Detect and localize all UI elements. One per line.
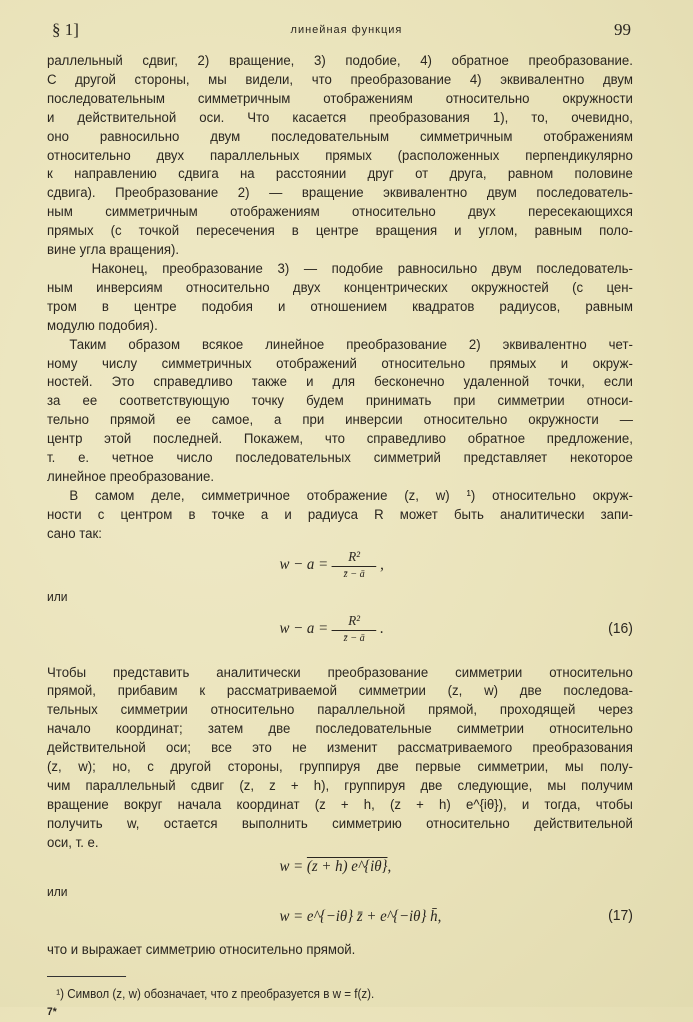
text-line: оно равносильно двум последовательным симметричным отображениям <box>47 128 633 145</box>
formula-rhs: (z + h) e^{iθ} <box>306 858 388 876</box>
text-line: линейное преобразование. <box>47 468 215 485</box>
text-line: Чтобы представить аналитически преобразование симметрии относительно <box>47 664 633 681</box>
text-line: сдвига). Преобразование 2) — вращение эквивалентно двум последователь- <box>47 185 633 202</box>
or-label: или <box>47 588 68 604</box>
text-line: (z, w); но, с другой стороны, группируя две первые симметрии, мы полу- <box>47 759 633 776</box>
formula-lhs: w − a = <box>279 620 329 638</box>
text-line: прямых (с точкой пересечения в центре вращения и углом, равным поло- <box>47 223 633 240</box>
text-line: и действительной оси. Что касается преобразования 1), то, очевидно, <box>47 109 633 126</box>
numerator: R² <box>348 614 361 630</box>
text-line: за ее соответствующую точку будем принимать при симметрии относи- <box>47 393 633 410</box>
text-line: последовательным симметричным отображениям относительно окружности <box>47 90 633 107</box>
text-line: получить w, остается выполнить симметрию относительно действительной <box>47 815 633 832</box>
formula-lhs: w − a = <box>279 556 329 574</box>
signature-mark: 7* <box>47 1006 57 1019</box>
text-line: тельных симметрии относительно параллельной прямой, проходящей через <box>47 702 633 719</box>
paragraph-2 <box>47 260 633 336</box>
text-line: раллельный сдвиг, 2) вращение, 3) подобие, 4) обратное преобразование. <box>47 53 633 69</box>
formula-17 <box>47 903 633 933</box>
page-number: 99 <box>614 20 631 39</box>
text-line: С другой стороны, мы видели, что преобразование 4) эквивалентно двум <box>47 71 633 88</box>
text-line: т. е. четное число последовательных симметрий представляет некоторое <box>47 450 633 467</box>
text-line: центр этой последней. Покажем, что справедливо обратное предложение, <box>47 431 633 448</box>
text-line: вине угла вращения). <box>47 242 180 259</box>
denominator: z̄ − ā <box>343 568 365 581</box>
text-line: действительной оси; все это не изменит рассматриваемого преобразования <box>47 740 633 757</box>
formula-lhs: w = <box>279 858 304 876</box>
text-line: ным инверсиям относительно двух концентрических окружностей (с цен- <box>47 279 633 296</box>
text-line: начало координат; затем две последовательные симметрии относительно <box>47 721 633 738</box>
text-line: чим параллельный сдвиг (z, z + h), группируя две следующие, мы получим <box>47 778 633 794</box>
punct: , <box>380 556 384 574</box>
paragraph-5 <box>47 664 633 853</box>
text-line: сано так: <box>47 525 102 542</box>
text-line: прямой, прибавим к рассматриваемой симметрии (z, w) две последова- <box>47 683 633 700</box>
footnote: ¹) Символ (z, w) обозначает, что z преобразуется в w = f(z). <box>56 986 375 1001</box>
punct: . <box>380 620 384 638</box>
running-title: линейная функция <box>290 24 403 36</box>
paragraph-3 <box>47 336 633 487</box>
closing-line: что и выражает симметрию относительно прямой. <box>47 941 356 958</box>
text-line: модулю подобия). <box>47 317 158 334</box>
denominator: z̄ − ā <box>343 632 365 645</box>
or-label: или <box>47 883 68 899</box>
text-line: В самом деле, симметричное отображение (z, w) ¹) относительно окруж- <box>69 487 633 504</box>
text-line: оси, т. е. <box>47 834 99 851</box>
numerator: R² <box>348 550 361 566</box>
running-header <box>52 18 631 42</box>
formula-inversion <box>47 544 633 588</box>
formula-expression: w = e^{−iθ} z̄ + e^{−iθ} h̄, <box>279 908 442 926</box>
fraction <box>332 550 377 581</box>
page-body <box>47 52 633 1022</box>
text-line: ным симметричным отображениям относительно двух пересекающихся <box>47 204 633 221</box>
text-line: тельно прямой ее самое, а при инверсии относительно окружности — <box>47 412 633 429</box>
paragraph-4 <box>47 487 633 544</box>
section-mark: § 1] <box>52 20 79 39</box>
text-line: к направлению сдвига на расстоянии друг от друга, равном половине <box>47 166 633 183</box>
punct: , <box>387 858 392 876</box>
footnote-divider <box>47 976 126 977</box>
text-line: ности с центром в точке a и радиуса R может быть аналитически запи- <box>47 506 633 523</box>
text-line: относительно двух параллельных прямых (расположенных перпендикулярно <box>47 147 633 164</box>
equation-number: (16) <box>608 619 633 637</box>
equation-number: (17) <box>608 906 633 924</box>
text-line: тром в центре подобия и отношением квадратов радиусов, равным <box>47 298 633 315</box>
fraction <box>332 614 377 645</box>
text-line: ному числу симметричных отображений относительно прямых и окруж- <box>47 355 633 372</box>
text-line: ностей. Это справедливо также и для бесконечно удаленной точки, если <box>47 374 633 391</box>
paragraph-1 <box>47 52 633 260</box>
text-line: Наконец, преобразование 3) — подобие равносильно двум последователь- <box>91 260 633 277</box>
text-line: Таким образом всякое линейное преобразование 2) эквивалентно чет- <box>69 336 633 353</box>
formula-16 <box>47 608 633 652</box>
formula-reflection <box>47 853 633 883</box>
text-line: вращение вокруг начала координат (z + h, (z + h) e^{iθ}), и тогда, чтобы <box>47 796 633 813</box>
